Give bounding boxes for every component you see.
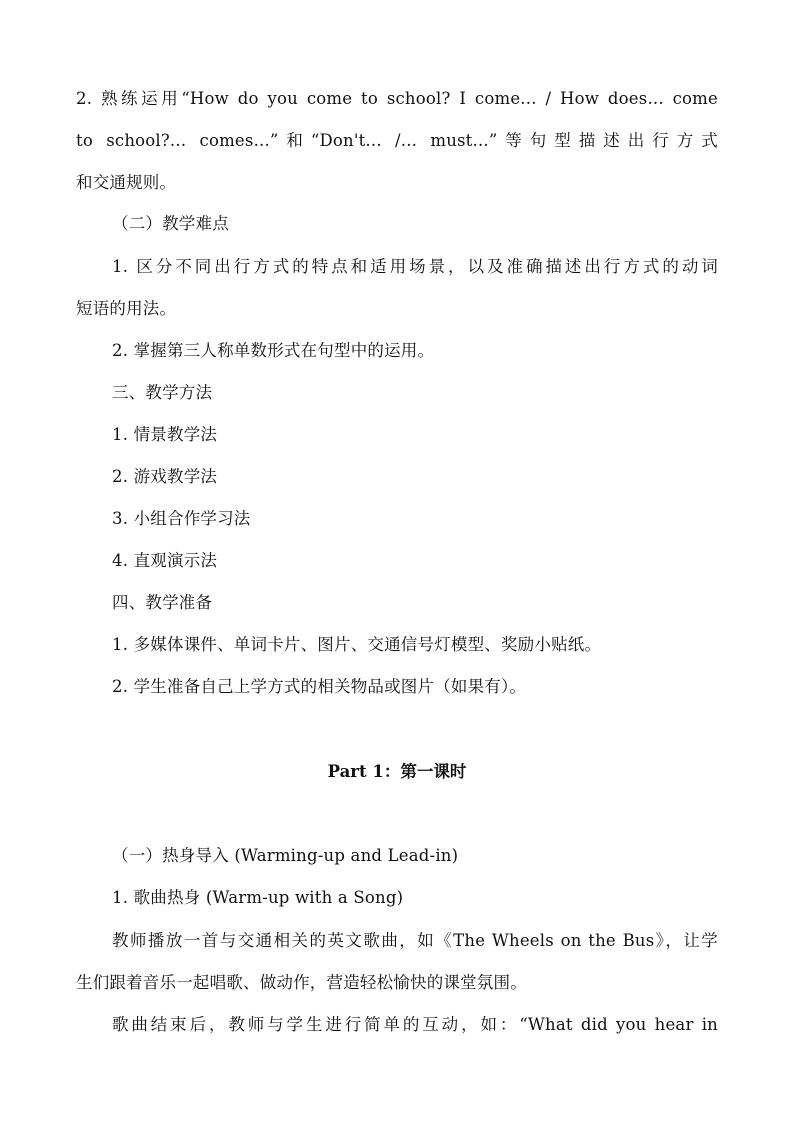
paragraph-line: 1. 区分不同出行方式的特点和适用场景，以及准确描述出行方式的动词 [112,257,718,276]
section-heading-preparation: 四、教学准备 [112,593,213,612]
part-heading: Part 1：第一课时 [327,762,467,781]
paragraph-line: to school?... comes...”和“Don't... /... must...”等句型描述出行方式 [76,131,718,150]
list-item: 1. 情景教学法 [112,425,218,444]
section-heading-warmup: （一）热身导入 (Warming-up and Lead-in) [112,846,459,865]
section-heading-methods: 三、教学方法 [112,383,213,402]
list-item: 2. 掌握第三人称单数形式在句型中的运用。 [112,341,435,360]
paragraph-line: 教师播放一首与交通相关的英文歌曲，如《The Wheels on the Bus》，让学 [112,931,718,950]
list-item: 2. 学生准备自己上学方式的相关物品或图片（如果有）。 [112,677,527,696]
list-item: 4. 直观演示法 [112,551,218,570]
paragraph-line: 2. 熟练运用“How do you come to school? I come... / How does... come [76,89,718,108]
list-item: 3. 小组合作学习法 [112,509,251,528]
paragraph-line: 歌曲结束后，教师与学生进行简单的互动，如：“What did you hear in [112,1015,718,1034]
list-item: 1. 多媒体课件、单词卡片、图片、交通信号灯模型、奖励小贴纸。 [112,635,602,654]
paragraph-line: 和交通规则。 [76,173,177,192]
paragraph-line: 生们跟着音乐一起唱歌、做动作，营造轻松愉快的课堂氛围。 [76,973,527,992]
paragraph-line: 短语的用法。 [76,299,177,318]
list-item: 1. 歌曲热身 (Warm-up with a Song) [112,888,404,907]
list-item: 2. 游戏教学法 [112,467,218,486]
section-heading-difficulty: （二）教学难点 [112,214,229,233]
